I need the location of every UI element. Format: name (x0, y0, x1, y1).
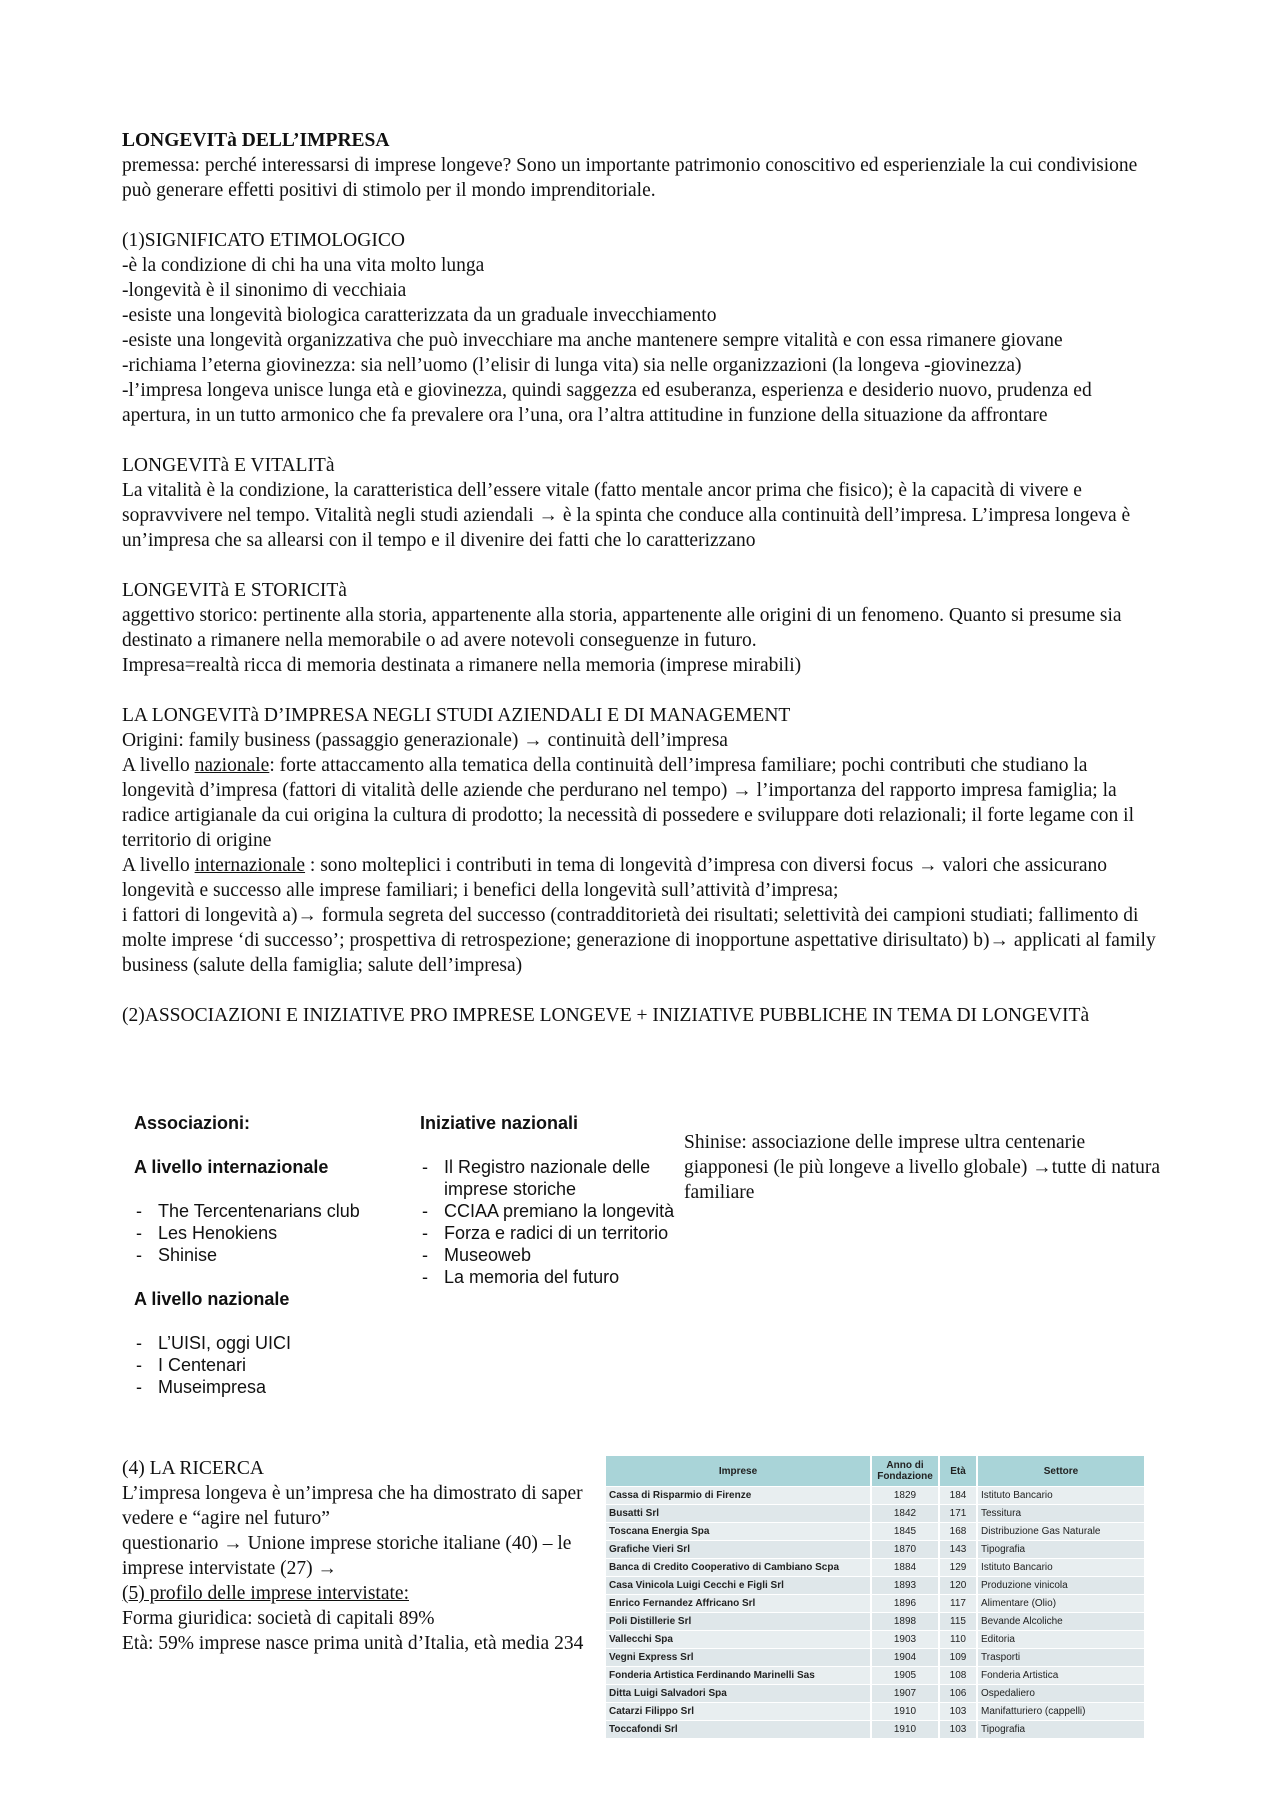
nazionale-text: : forte attaccamento alla tematica della continuità dell’impresa familiare; pochi contributi che studiano la longevità d’impresa (fattori di vitalità delle aziende che perdurano nel tempo) → l’importanza del rapporto impresa famiglia; la radice artigianale da cui origina la cultura di prodotto; la necessità di possedere e sviluppare doti relazionali; il forte legame con il territorio di origine (122, 755, 1134, 851)
section1-line: -è la condizione di chi ha una vita molto lunga (122, 255, 485, 276)
table-cell: 117 (939, 1595, 977, 1613)
table-row (606, 1631, 1145, 1649)
section1-line: -esiste una longevità organizzativa che può invecchiare ma anche mantenere sempre vitalità e con essa rimanere giovane (122, 330, 1063, 351)
iniziative-title: Iniziative nazionali (420, 1113, 579, 1133)
ricerca-section (122, 1456, 598, 1656)
ricerca-heading: (4) LA RICERCA (122, 1458, 264, 1479)
internazionale-text: : sono molteplici i contributi in tema di longevità d’impresa con diversi focus → valori che assicurano longevità e successo alle imprese familiari; i benefici della longevità sull’attività d’impresa; (122, 855, 1108, 901)
section1-line: -longevità è il sinonimo di vecchiaia (122, 280, 407, 301)
table-header: Età (939, 1456, 977, 1487)
storicita-text2: Impresa=realtà ricca di memoria destinata a rimanere nella memoria (imprese mirabili) (122, 655, 802, 676)
table-cell: 1829 (871, 1487, 939, 1505)
table-cell: Poli Distillerie Srl (606, 1613, 871, 1631)
ricerca-line: questionario → Unione imprese storiche italiane (40) – le imprese intervistate (27) → (122, 1533, 572, 1579)
table-cell: 110 (939, 1631, 977, 1649)
table-cell: 1905 (871, 1667, 939, 1685)
table-row (606, 1505, 1145, 1523)
table-cell: 115 (939, 1613, 977, 1631)
profilo-heading: (5) profilo delle imprese intervistate: (122, 1583, 409, 1604)
table-cell: Ospedaliero (977, 1685, 1145, 1703)
table-cell: Toccafondi Srl (606, 1721, 871, 1739)
section1-line: -l’impresa longeva unisce lunga età e giovinezza, quindi saggezza ed esuberanza, esperienza e desiderio nuovo, prudenza ed apertura, in un tutto armonico che fa prevalere ora l’una, ora l’altra attitudine in funzione della situazione da affrontare (122, 380, 1092, 426)
internazionale-title: A livello internazionale (134, 1157, 329, 1177)
list-item: - Forza e radici di un territorio (420, 1222, 690, 1244)
table-cell: 1845 (871, 1523, 939, 1541)
table-cell: Trasporti (977, 1649, 1145, 1667)
list-item: - The Tercentenarians club (134, 1200, 404, 1222)
table-row (606, 1541, 1145, 1559)
studi-heading: LA LONGEVITà D’IMPRESA NEGLI STUDI AZIENDALI E DI MANAGEMENT (122, 705, 791, 726)
table-cell: 1896 (871, 1595, 939, 1613)
associations-title: Associazioni: (134, 1113, 251, 1133)
list-item: - Les Henokiens (134, 1222, 404, 1244)
table-cell: Distribuzione Gas Naturale (977, 1523, 1145, 1541)
table-row (606, 1595, 1145, 1613)
table-row (606, 1649, 1145, 1667)
table-cell: Bevande Alcoliche (977, 1613, 1145, 1631)
list-item: - I Centenari (134, 1354, 404, 1376)
list-item: - Museimpresa (134, 1376, 404, 1398)
table-cell: 103 (939, 1721, 977, 1739)
table-cell: Produzione vinicola (977, 1577, 1145, 1595)
table-cell: Fonderia Artistica Ferdinando Marinelli Sas (606, 1667, 871, 1685)
list-item: - CCIAA premiano la longevità (420, 1200, 690, 1222)
table-header: Settore (977, 1456, 1145, 1487)
table-cell: Ditta Luigi Salvadori Spa (606, 1685, 871, 1703)
table-cell: 103 (939, 1703, 977, 1721)
table-row (606, 1703, 1145, 1721)
table-cell: Alimentare (Olio) (977, 1595, 1145, 1613)
table-cell: Toscana Energia Spa (606, 1523, 871, 1541)
table-cell: Banca di Credito Cooperativo di Cambiano Scpa (606, 1559, 871, 1577)
prefix: A livello (122, 755, 195, 776)
table-cell: 1903 (871, 1631, 939, 1649)
table-cell: Editoria (977, 1631, 1145, 1649)
intro-paragraph: premessa: perché interessarsi di imprese longeve? Sono un importante patrimonio conoscitivo ed esperienziale la cui condivisione può generare effetti positivi di stimolo per il mondo imprenditoriale. (122, 155, 1138, 201)
table-row (606, 1721, 1145, 1739)
section1-line: -richiama l’eterna giovinezza: sia nell’uomo (l’elisir di lunga vita) sia nelle organizzazioni (la longeva -giovinezza) (122, 355, 1022, 376)
prefix: A livello (122, 855, 195, 876)
iniziative-column (420, 1112, 690, 1288)
table-cell: Istituto Bancario (977, 1487, 1145, 1505)
nazionale-word: nazionale (194, 755, 270, 776)
table-row (606, 1487, 1145, 1505)
table-cell: Cassa di Risparmio di Firenze (606, 1487, 871, 1505)
table-cell: Tipografia (977, 1541, 1145, 1559)
table-cell: Fonderia Artistica (977, 1667, 1145, 1685)
list-item: - L’UISI, oggi UICI (134, 1332, 404, 1354)
table-row (606, 1613, 1145, 1631)
table-row (606, 1523, 1145, 1541)
table-row (606, 1685, 1145, 1703)
table-cell: 1893 (871, 1577, 939, 1595)
table-cell: 171 (939, 1505, 977, 1523)
table-cell: Vallecchi Spa (606, 1631, 871, 1649)
table-cell: 1904 (871, 1649, 939, 1667)
document-body (122, 128, 1162, 1028)
table-cell: Vegni Express Srl (606, 1649, 871, 1667)
table-cell: Tessitura (977, 1505, 1145, 1523)
table-cell: Istituto Bancario (977, 1559, 1145, 1577)
storicita-text: aggettivo storico: pertinente alla storia, appartenente alla storia, appartenente alle origini di un fenomeno. Quanto si presume sia destinato a rimanere nella memorabile o ad avere notevoli conseguenze in futuro. (122, 605, 1122, 651)
studi-origini: Origini: family business (passaggio generazionale) → continuità dell’impresa (122, 730, 728, 751)
list-item: - Museoweb (420, 1244, 690, 1266)
vitalita-text: La vitalità è la condizione, la caratteristica dell’essere vitale (fatto mentale ancor prima che fisico); è la capacità di vivere e sopravvivere nel tempo. Vitalità negli studi aziendali → è la spinta che conduce alla continuità dell’impresa. L’impresa longeva è un’impresa che sa allearsi con il tempo e il divenire dei fatti che lo caratterizzano (122, 480, 1131, 551)
ricerca-line: L’impresa longeva è un’impresa che ha dimostrato di saper vedere e “agire nel futuro” (122, 1483, 583, 1529)
forma-giuridica: Forma giuridica: società di capitali 89% (122, 1608, 435, 1629)
list-item: - Il Registro nazionale delle imprese storiche (420, 1156, 690, 1200)
table-header: Imprese (606, 1456, 871, 1487)
nazionale-title: A livello nazionale (134, 1289, 290, 1309)
imprese-table (606, 1456, 1146, 1738)
table-cell: 1910 (871, 1721, 939, 1739)
table-cell: 1910 (871, 1703, 939, 1721)
page-title: LONGEVITà DELL’IMPRESA (122, 130, 390, 151)
table-cell: 184 (939, 1487, 977, 1505)
studi-fattori: i fattori di longevità a)→ formula segreta del successo (contradditorietà dei risultati; selettività dei campioni studiati; fallimento di molte imprese ‘di successo’; prospettiva di retrospezione; generazione di inopportune aspettative dirisultato) b)→ applicati al family business (salute della famiglia; salute dell’impresa) (122, 905, 1156, 976)
table-cell: 1907 (871, 1685, 939, 1703)
studi-nazionale (122, 753, 1162, 853)
table-row (606, 1559, 1145, 1577)
table-cell: 1870 (871, 1541, 939, 1559)
internazionale-word: internazionale (194, 855, 306, 876)
table-cell: 106 (939, 1685, 977, 1703)
list-item: - La memoria del futuro (420, 1266, 690, 1288)
table-cell: Tipografia (977, 1721, 1145, 1739)
storicita-heading: LONGEVITà E STORICITà (122, 580, 347, 601)
table-cell: Manifatturiero (cappelli) (977, 1703, 1145, 1721)
list-item: - Shinise (134, 1244, 404, 1266)
table-row (606, 1577, 1145, 1595)
table-header: Anno di Fondazione (871, 1456, 939, 1487)
table-cell: 120 (939, 1577, 977, 1595)
shinise-note: Shinise: associazione delle imprese ultra centenarie giapponesi (le più longeve a livello globale) →tutte di natura familiare (684, 1132, 1160, 1203)
eta-media: Età: 59% imprese nasce prima unità d’Italia, età media 234 (122, 1633, 584, 1654)
table-cell: 168 (939, 1523, 977, 1541)
table-cell: 108 (939, 1667, 977, 1685)
studi-internazionale (122, 853, 1162, 903)
table-cell: Grafiche Vieri Srl (606, 1541, 871, 1559)
table-cell: Busatti Srl (606, 1505, 871, 1523)
table-cell: 1884 (871, 1559, 939, 1577)
table-row (606, 1667, 1145, 1685)
table-cell: Casa Vinicola Luigi Cecchi e Figli Srl (606, 1577, 871, 1595)
table-cell: 143 (939, 1541, 977, 1559)
table-cell: Enrico Fernandez Affricano Srl (606, 1595, 871, 1613)
table-cell: 1898 (871, 1613, 939, 1631)
table-cell: 1842 (871, 1505, 939, 1523)
table-cell: Catarzi Filippo Srl (606, 1703, 871, 1721)
section1-line: -esiste una longevità biologica caratterizzata da un graduale invecchiamento (122, 305, 717, 326)
section2-heading: (2)ASSOCIAZIONI E INIZIATIVE PRO IMPRESE LONGEVE + INIZIATIVE PUBBLICHE IN TEMA DI LONGEVITà (122, 1005, 1090, 1026)
table-cell: 129 (939, 1559, 977, 1577)
associations-figure (122, 1112, 682, 1432)
table-cell: 109 (939, 1649, 977, 1667)
vitalita-heading: LONGEVITà E VITALITà (122, 455, 335, 476)
section1-heading: (1)SIGNIFICATO ETIMOLOGICO (122, 230, 405, 251)
associations-column (134, 1112, 404, 1398)
